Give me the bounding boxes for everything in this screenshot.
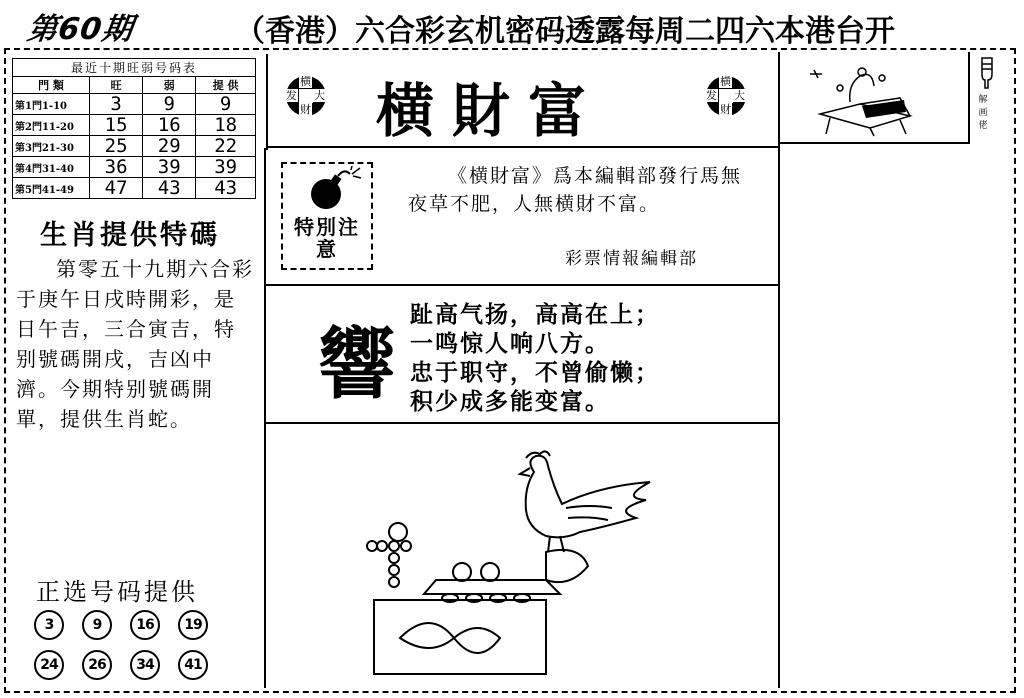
coin-char: 大: [314, 89, 325, 102]
table-row: [13, 94, 256, 115]
center-right-divider: [778, 52, 780, 688]
bomb-icon: [306, 166, 362, 212]
hot-cold-table: [12, 58, 256, 199]
row-label: 第4門31-40: [13, 157, 90, 178]
coin-char: 发: [706, 89, 717, 102]
page-headline: （香港）六合彩玄机密码透露每周二四六本港台开: [235, 14, 895, 49]
number-ball: 9: [82, 610, 112, 640]
picks-title: 正选号码提供: [36, 578, 198, 606]
rooster-illustration: [350, 448, 670, 680]
coin-icon: [706, 76, 746, 116]
table-cell: 16: [143, 115, 196, 136]
zodiac-title: 生肖提供特碼: [40, 220, 220, 251]
table-header: 旺: [90, 77, 143, 94]
table-header: 弱: [143, 77, 196, 94]
table-cell: 9: [196, 94, 256, 115]
table-cell: 39: [143, 157, 196, 178]
right-panel-side-line: [968, 52, 970, 144]
table-cell: 15: [90, 115, 143, 136]
big-character: 響: [318, 319, 397, 410]
table-cell: 3: [90, 94, 143, 115]
notice-label: 特別注意: [294, 215, 360, 261]
editor-signature: 彩票情報編輯部: [565, 249, 698, 269]
coin-char: 大: [734, 89, 745, 102]
number-ball: 19: [178, 610, 208, 640]
right-panel-box-line: [780, 142, 970, 144]
row-label: 第2門11-20: [13, 115, 90, 136]
row-label: 第5門41-49: [13, 178, 90, 199]
table-cell: 39: [196, 157, 256, 178]
coin-char: 财: [300, 103, 311, 116]
table-cell: 18: [196, 115, 256, 136]
row-label: 第1門1-10: [13, 94, 90, 115]
table-row: [13, 136, 256, 157]
intro-bottom-line: [266, 284, 778, 286]
number-ball: 16: [130, 610, 160, 640]
hand-label: 解画佬: [978, 95, 988, 131]
table-cell: 25: [90, 136, 143, 157]
picks-balls: [34, 610, 246, 680]
table-header: 提 供: [196, 77, 256, 94]
coin-char: 横: [300, 75, 311, 88]
table-cell: 29: [143, 136, 196, 157]
table-title: 最近十期旺弱号码表: [13, 59, 256, 77]
number-ball: 41: [178, 650, 208, 680]
coin-char: 财: [720, 103, 731, 116]
pointing-hand-icon: [976, 56, 998, 90]
table-cell: 43: [196, 178, 256, 199]
table-row: [13, 115, 256, 136]
coin-char: 发: [286, 89, 297, 102]
number-ball: 26: [82, 650, 112, 680]
issue-number: 第60期: [25, 12, 136, 47]
poem-line: 忠于职守，不曾偷懒；: [410, 359, 660, 386]
number-ball: 3: [34, 610, 64, 640]
poem-line: 一鸣惊人响八方。: [410, 330, 610, 357]
table-cell: 9: [143, 94, 196, 115]
row-label: 第3門21-30: [13, 136, 90, 157]
table-row: [13, 157, 256, 178]
table-cell: 47: [90, 178, 143, 199]
number-ball: 24: [34, 650, 64, 680]
table-row: [13, 178, 256, 199]
banner-title: 横財富: [376, 77, 605, 145]
coin-icon: [286, 76, 326, 116]
table-header: 門 類: [13, 77, 90, 94]
coin-char: 横: [720, 75, 731, 88]
table-cell: 36: [90, 157, 143, 178]
intro-text: 《横財富》爲本編輯部發行馬無夜草不肥，人無横財不富。: [408, 165, 743, 215]
banner-left-line: [266, 54, 268, 150]
left-divider: [264, 148, 266, 688]
zodiac-text: 第零五十九期六合彩于庚午日戌時開彩，是日午吉，三合寅吉，特别號碼開戌，吉凶中濟。今期特别號碼開單，提供生肖蛇。: [16, 257, 254, 431]
puzzle-illustration: [800, 58, 940, 138]
table-cell: 22: [196, 136, 256, 157]
poem-line: 积少成多能变富。: [410, 388, 610, 415]
table-cell: 43: [143, 178, 196, 199]
poem: [410, 300, 660, 416]
poem-line: 趾高气扬，高高在上；: [410, 301, 660, 328]
poem-bottom-line: [266, 422, 778, 424]
number-ball: 34: [130, 650, 160, 680]
